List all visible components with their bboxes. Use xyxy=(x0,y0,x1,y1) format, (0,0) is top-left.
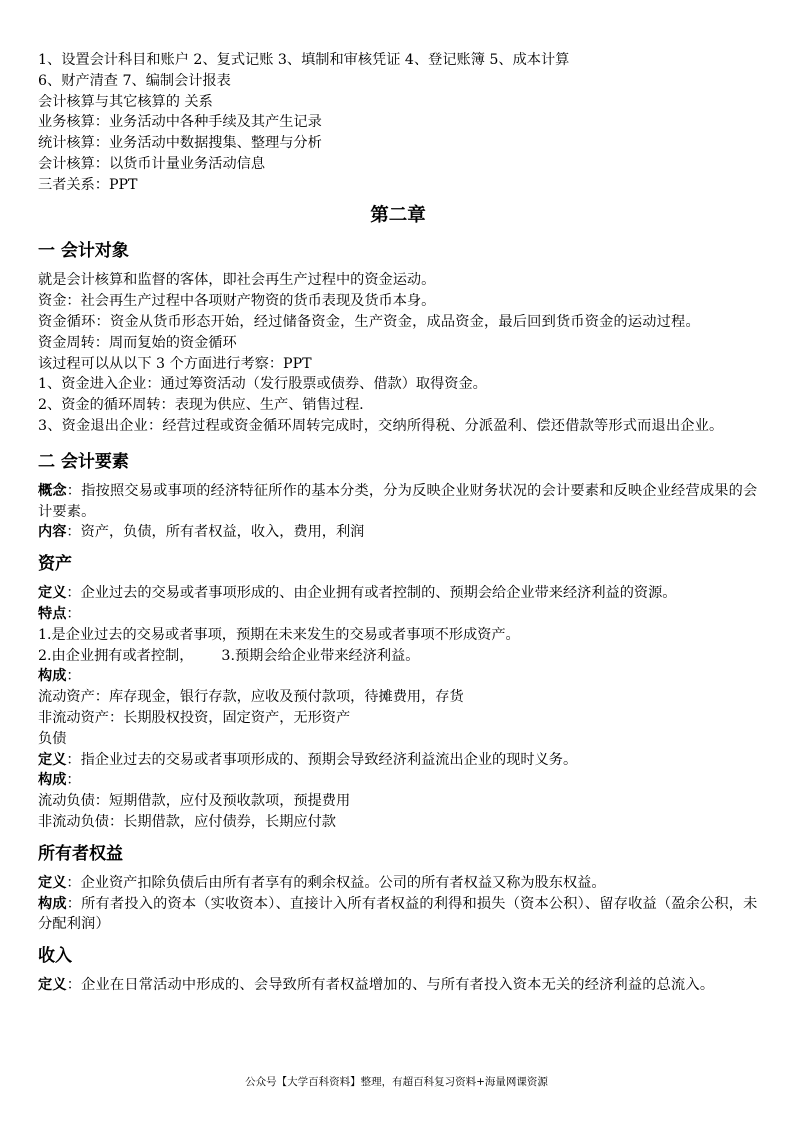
content-label: 内容 xyxy=(38,524,67,541)
income-def-label: 定义 xyxy=(38,977,67,994)
funds-turnover: 资金周转：周而复始的资金循环 xyxy=(38,334,237,351)
liabilities-def-label: 定义 xyxy=(38,751,67,768)
liabilities-comp-label: 构成 xyxy=(38,772,67,789)
statistical-accounting: 统计核算：业务活动中数据搜集、整理与分析 xyxy=(38,135,322,152)
assets-def-label: 定义 xyxy=(38,585,67,602)
liabilities-def-text: ：指企业过去的交易或者事项形成的、预期会导致经济利益流出企业的现时义务。 xyxy=(66,751,578,768)
income-heading: 收入 xyxy=(38,946,72,967)
methods-line-1: 1、设置会计科目和账户 2、复式记账 3、填制和审核凭证 4、登记账簿 5、成本计算 xyxy=(38,52,570,68)
assets-composition-title xyxy=(38,666,758,687)
liabilities-definition xyxy=(38,750,758,771)
liabilities-heading: 负债 xyxy=(38,730,67,747)
assets-def-text: ：企业过去的交易或者事项形成的、由企业拥有或者控制的、预期会给企业带来经济利益的资源。 xyxy=(66,585,677,602)
noncurrent-liabilities: 非流动负债：长期借款，应付债券，长期应付款 xyxy=(38,813,336,830)
concept-label: 概念 xyxy=(38,482,67,499)
relation-title: 会计核算与其它核算的 关系 xyxy=(38,93,213,110)
income-def-text: ：企业在日常活动中形成的、会导致所有者权益增加的、与所有者投入资本无关的经济利益的总流入。 xyxy=(66,977,715,994)
assets-comp-label: 构成 xyxy=(38,668,67,685)
liabilities-composition-title xyxy=(38,770,758,791)
elements-concept xyxy=(38,481,758,523)
equity-def-label: 定义 xyxy=(38,874,67,891)
equity-definition xyxy=(38,873,758,894)
financial-accounting: 会计核算：以货币计量业务活动信息 xyxy=(38,155,266,172)
assets-feature-2: 2.由企业拥有或者控制， xyxy=(38,647,194,664)
aspect-1: 1、资金进入企业：通过筹资活动（发行股票或债券、借款）取得资金。 xyxy=(38,376,487,393)
assets-heading: 资产 xyxy=(38,554,72,575)
aspect-3: 3、资金退出企业：经营过程或资金循环周转完成时，交纳所得税、分派盈利、偿还借款等形式而退出企业。 xyxy=(38,417,724,434)
funds-definition: 资金：社会再生产过程中各项财产物资的货币表现及货币本身。 xyxy=(38,293,436,310)
equity-composition xyxy=(38,894,758,936)
three-relation: 三者关系：PPT xyxy=(38,176,138,193)
page-footer: 公众号【大学百科资料】整理，有超百科复习资料+海量网课资源 xyxy=(245,1076,548,1088)
assets-definition xyxy=(38,583,758,604)
assets-feature-3: 3.预期会给企业带来经济利益。 xyxy=(221,647,420,664)
aspect-2: 2、资金的循环周转：表现为供应、生产、销售过程. xyxy=(38,397,364,414)
funds-circulation: 资金循环：资金从货币形态开始，经过储备资金，生产资金，成品资金，最后回到货币资金的运动过程。 xyxy=(38,313,700,330)
concept-text: ：指按照交易或事项的经济特征所作的基本分类，分为反映企业财务状况的会计要素和反映企业经营成果的会计要素。 xyxy=(38,482,758,520)
equity-def-text: ：企业资产扣除负债后由所有者享有的剩余权益。公司的所有者权益又称为股东权益。 xyxy=(66,874,606,891)
document-page xyxy=(38,50,758,996)
income-definition xyxy=(38,975,758,996)
current-assets: 流动资产：库存现金，银行存款，应收及预付款项，待摊费用，存货 xyxy=(38,689,464,706)
equity-comp-label: 构成 xyxy=(38,895,67,912)
process-aspects: 该过程可以从以下 3 个方面进行考察：PPT xyxy=(38,355,312,372)
assets-feature-title xyxy=(38,604,758,625)
methods-line-2: 6、财产清查 7、编制会计报表 xyxy=(38,72,231,89)
liabilities-comp-colon: ： xyxy=(66,772,81,789)
section-heading-accounting-object: 一 会计对象 xyxy=(38,241,129,262)
equity-comp-text: ：所有者投入的资本（实收资本）、直接计入所有者权益的利得和损失（资本公积）、留存收益（盈余公积，未分配利润） xyxy=(38,895,758,933)
elements-content xyxy=(38,522,758,543)
feature-colon: ： xyxy=(66,605,81,622)
equity-heading: 所有者权益 xyxy=(38,843,123,864)
feature-label: 特点 xyxy=(38,605,67,622)
assets-feature-2-3 xyxy=(38,646,758,667)
section-heading-accounting-elements: 二 会计要素 xyxy=(38,451,129,472)
content-text: ：资产，负债，所有者权益，收入，费用，利润 xyxy=(66,524,365,541)
chapter-title: 第二章 xyxy=(370,204,426,226)
object-definition: 就是会计核算和监督的客体，即社会再生产过程中的资金运动。 xyxy=(38,272,436,289)
current-liabilities: 流动负债：短期借款，应付及预收款项，预提费用 xyxy=(38,793,351,810)
assets-comp-colon: ： xyxy=(66,668,81,685)
assets-feature-1: 1.是企业过去的交易或者事项，预期在未来发生的交易或者事项不形成资产。 xyxy=(38,626,520,643)
business-accounting: 业务核算：业务活动中各种手续及其产生记录 xyxy=(38,114,322,131)
noncurrent-assets: 非流动资产：长期股权投资，固定资产，无形资产 xyxy=(38,709,351,726)
